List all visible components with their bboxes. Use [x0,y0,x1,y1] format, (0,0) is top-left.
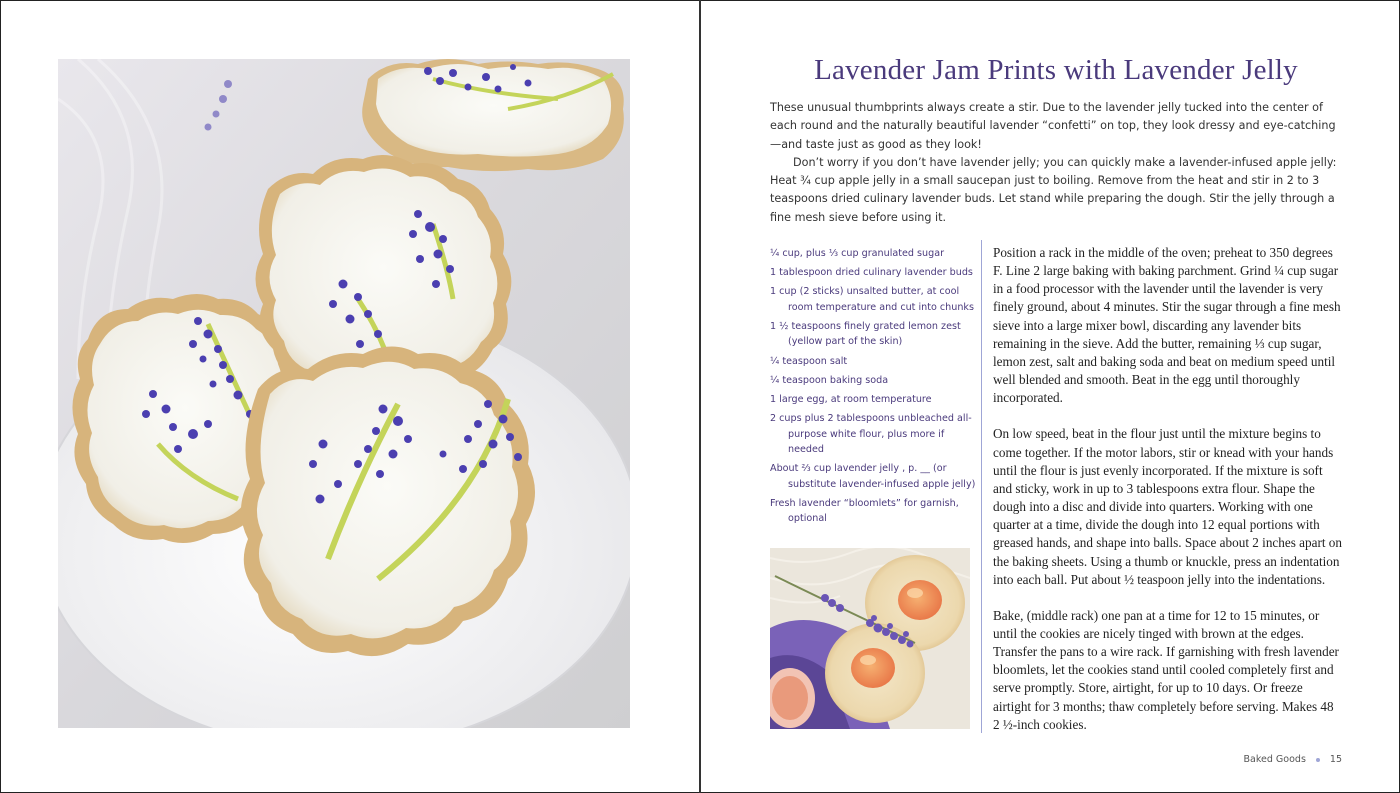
hero-cookie-photo [58,59,630,728]
method-paragraph: Bake, (middle rack) one pan at a time for 12 to 15 minutes, or until the cookies are nicely tinged with brown at the edges. Transfer the pans to a wire rack. If garnishing with fresh lavender bloomlets, let the cookies stand until cooled completely first and serve promptly. Store, airtight, for up to 10 days. Or freeze airtight for 3 months; thaw completely before serving. Makes 48 2 ½-inch cookies. [993,607,1339,732]
recipe-title: Lavender Jam Prints with Lavender Jelly [814,54,1298,86]
intro-paragraph: Don’t worry if you don’t have lavender jelly; you can quickly make a lavender-infused apple jelly: Heat ¾ cup apple jelly in a small saucepan just to boiling. Remove from the heat and stir in 2 to 3 teaspoons dried culinary lavender buds. Let stand while preparing the dough. Stir the jelly through a fine mesh sieve before using it. [770,155,1337,224]
method-paragraph: Position a rack in the middle of the oven; preheat to 350 degrees F. Line 2 large baking with baking parchment. Grind ¼ cup sugar in a food processor with the lavender until the lavender is very finely ground, about 4 minutes. Stir the sugar through a fine mesh sieve into a large mixer bowl, discarding any lavender bits remaining in the sieve. Add the butter, remaining ⅓ cup sugar, lemon zest, salt and baking soda and beat on medium speed until well blended and smooth. Beat in the egg until thoroughly incorporated. [993,245,1341,406]
ingredient-item: ¼ teaspoon salt [770,355,848,367]
ingredients-list [770,246,976,530]
section-name: Baked Goods [1243,754,1306,765]
ingredient-item: Fresh lavender “bloomlets” for garnish, optional [770,497,959,525]
recipe-intro [770,99,1342,227]
page-footer [1244,754,1342,765]
ingredient-item: ¼ teaspoon baking soda [770,374,889,386]
column-divider [981,240,982,733]
intro-paragraph: These unusual thumbprints always create a stir. Due to the lavender jelly tucked into the center of each round and the naturally beautiful lavender “confetti” on top, they look dressy and eye-catching—and taste just as good as they look! [770,101,1336,151]
ingredient-item: 1 large egg, at room temperature [770,394,932,406]
thumbprint-cookie-photo [770,548,970,729]
ingredient-item: 1 ½ teaspoons finely grated lemon zest (yellow part of the skin) [770,321,961,348]
recipe-method [993,244,1343,752]
ingredient-item: 1 tablespoon dried culinary lavender buds [770,267,973,279]
page-number: 15 [1329,754,1342,765]
ingredient-item: About ⅔ cup lavender jelly , p. __ (or substitute lavender-infused apple jelly) [770,463,976,490]
method-paragraph: On low speed, beat in the flour just until the mixture begins to come together. If the motor labors, stir or knead with your hands until the flour is just evenly incorporated. If the mixture is soft and sticky, work in up to 3 tablespoons extra flour. Shape the dough into a disc and divide into quarters. Working with one quarter at a time, divide the dough into 12 equal portions with greased hands, and shape into balls. Space about 2 inches apart on the baking sheets. Using a thumb or knuckle, press an indentation into each ball. Put about ½ teaspoon jelly into the indentations. [993,426,1342,587]
footer-dot-icon [1316,758,1320,762]
ingredient-item: 1 cup (2 sticks) unsalted butter, at cool room temperature and cut into chunks [770,286,974,313]
ingredient-item: ¼ cup, plus ⅓ cup granulated sugar [770,248,945,259]
ingredient-item: 2 cups plus 2 tablespoons unbleached all-purpose white flour, plus more if needed [770,413,972,456]
